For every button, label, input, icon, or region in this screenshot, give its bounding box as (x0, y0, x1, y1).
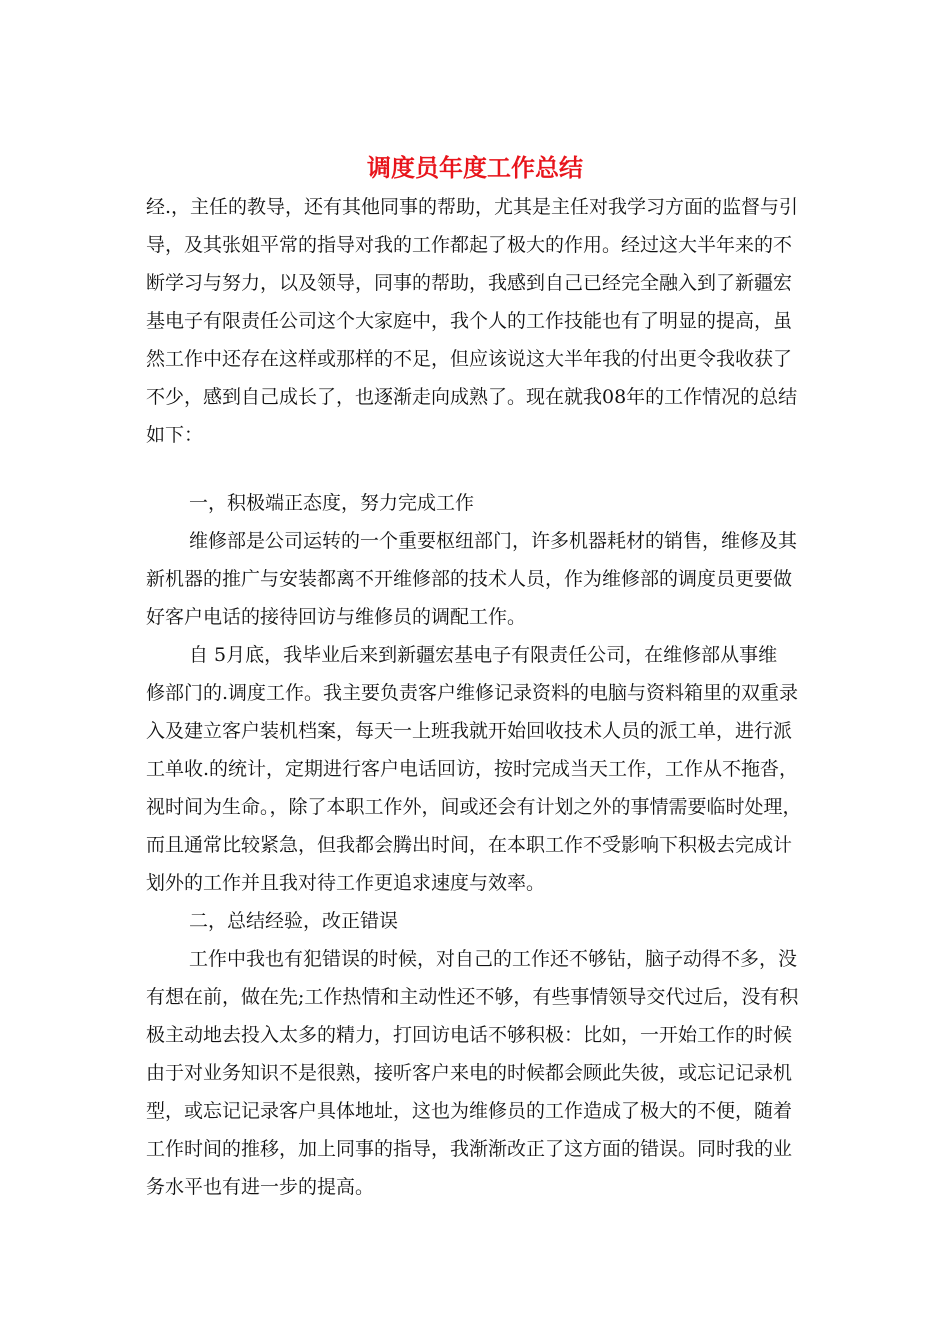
body-line: 工作时间的推移，加上同事的指导，我渐渐改正了这方面的错误。同时我的业 (146, 1138, 793, 1160)
body-line: 然工作中还存在这样或那样的不足，但应该说这大半年我的付出更令我收获了 (146, 348, 793, 370)
body-line: 由于对业务知识不是很熟，接听客户来电的时候都会顾此失彼，或忘记记录机 (146, 1062, 793, 1084)
body-line: 极主动地去投入太多的精力，打回访电话不够积极：比如，一开始工作的时候 (146, 1024, 793, 1046)
body-line: 工作中我也有犯错误的时候，对自己的工作还不够钻，脑子动得不多，没 (189, 948, 798, 970)
body-line: 基电子有限责任公司这个大家庭中，我个人的工作技能也有了明显的提高，虽 (146, 310, 793, 332)
body-line: 好客户电话的接待回访与维修员的调配工作。 (146, 606, 527, 628)
body-line: 型，或忘记记录客户具体地址，这也为维修员的工作造成了极大的不便，随着 (146, 1100, 793, 1122)
body-line: 维修部是公司运转的一个重要枢纽部门，许多机器耗材的销售，维修及其 (189, 530, 798, 552)
body-line: 修部门的.调度工作。我主要负责客户维修记录资料的电脑与资料箱里的双重录 (146, 682, 799, 704)
body-line: 断学习与努力，以及领导，同事的帮助，我感到自己已经完全融入到了新疆宏 (146, 272, 793, 294)
body-line: 新机器的推广与安装都离不开维修部的技术人员，作为维修部的调度员更要做 (146, 568, 793, 590)
body-line: 视时间为生命。，除了本职工作外，间或还会有计划之外的事情需要临时处理， (146, 796, 802, 818)
body-line: 自 5月底，我毕业后来到新疆宏基电子有限责任公司，在维修部从事维 (189, 644, 778, 666)
body-line: 导，及其张姐平常的指导对我的工作都起了极大的作用。经过这大半年来的不 (146, 234, 793, 256)
document-title: 调度员年度工作总结 (367, 154, 583, 182)
body-line: 务水平也有进一步的提高。 (146, 1176, 375, 1198)
body-line: 划外的工作并且我对待工作更追求速度与效率。 (146, 872, 546, 894)
section-heading: 一，积极端正态度，努力完成工作 (189, 492, 475, 514)
body-line: 有想在前，做在先;工作热情和主动性还不够，有些事情领导交代过后，没有积 (146, 986, 799, 1008)
body-line: 而且通常比较紧急，但我都会腾出时间，在本职工作不受影响下积极去完成计 (146, 834, 793, 856)
body-line: 工单收.的统计，定期进行客户电话回访，按时完成当天工作，工作从不拖沓， (146, 758, 799, 780)
body-line: 不少，感到自己成长了，也逐渐走向成熟了。现在就我08年的工作情况的总结 (146, 386, 798, 408)
body-line: 入及建立客户装机档案，每天一上班我就开始回收技术人员的派工单，进行派 (146, 720, 793, 742)
body-line: 如下： (146, 424, 204, 446)
section-heading: 二，总结经验，改正错误 (189, 910, 399, 932)
body-line: 经.，主任的教导，还有其他同事的帮助，尤其是主任对我学习方面的监督与引 (146, 196, 799, 218)
